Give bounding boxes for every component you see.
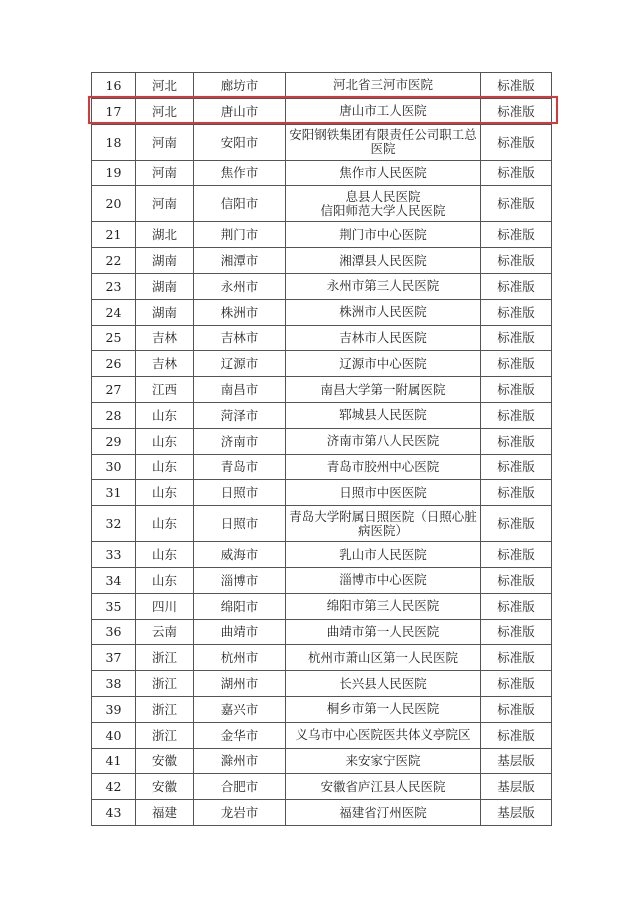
hospital-cell: 永州市第三人民医院 [286, 273, 481, 299]
row-number: 17 [92, 98, 136, 124]
row-number: 19 [92, 160, 136, 186]
table-row [92, 567, 552, 593]
row-number: 39 [92, 696, 136, 722]
hospital-cell: 辽源市中心医院 [286, 351, 481, 377]
province-cell: 山东 [136, 506, 194, 542]
hospital-cell: 日照市中医医院 [286, 480, 481, 506]
row-number: 33 [92, 542, 136, 568]
row-number: 22 [92, 248, 136, 274]
hospital-cell: 乳山市人民医院 [286, 542, 481, 568]
city-cell: 日照市 [194, 480, 286, 506]
edition-cell: 标准版 [481, 377, 552, 403]
table-row [92, 402, 552, 428]
table-row [92, 671, 552, 697]
province-cell: 安徽 [136, 748, 194, 774]
row-number: 43 [92, 800, 136, 826]
edition-cell: 标准版 [481, 619, 552, 645]
hospital-cell: 河北省三河市医院 [286, 73, 481, 99]
hospital-cell: 荆门市中心医院 [286, 222, 481, 248]
province-cell: 浙江 [136, 645, 194, 671]
province-cell: 浙江 [136, 722, 194, 748]
province-cell: 江西 [136, 377, 194, 403]
edition-cell: 标准版 [481, 351, 552, 377]
hospital-cell: 来安家宁医院 [286, 748, 481, 774]
province-cell: 山东 [136, 402, 194, 428]
table-row [92, 222, 552, 248]
city-cell: 安阳市 [194, 124, 286, 160]
table-row [92, 98, 552, 124]
table-row [92, 542, 552, 568]
city-cell: 曲靖市 [194, 619, 286, 645]
table-row [92, 377, 552, 403]
city-cell: 日照市 [194, 506, 286, 542]
row-number: 26 [92, 351, 136, 377]
edition-cell: 标准版 [481, 542, 552, 568]
edition-cell: 标准版 [481, 567, 552, 593]
hospital-cell: 义乌市中心医院医共体义亭院区 [286, 722, 481, 748]
hospital-cell: 吉林市人民医院 [286, 325, 481, 351]
province-cell: 河北 [136, 98, 194, 124]
edition-cell: 标准版 [481, 722, 552, 748]
city-cell: 金华市 [194, 722, 286, 748]
edition-cell: 标准版 [481, 186, 552, 222]
row-number: 34 [92, 567, 136, 593]
province-cell: 河南 [136, 160, 194, 186]
province-cell: 河南 [136, 124, 194, 160]
edition-cell: 标准版 [481, 273, 552, 299]
table-row [92, 186, 552, 222]
table-row [92, 248, 552, 274]
edition-cell: 标准版 [481, 671, 552, 697]
row-number: 23 [92, 273, 136, 299]
table-row [92, 800, 552, 826]
province-cell: 云南 [136, 619, 194, 645]
city-cell: 绵阳市 [194, 593, 286, 619]
row-number: 42 [92, 774, 136, 800]
row-number: 40 [92, 722, 136, 748]
province-cell: 湖南 [136, 273, 194, 299]
hospital-cell: 安徽省庐江县人民医院 [286, 774, 481, 800]
hospital-cell: 株洲市人民医院 [286, 299, 481, 325]
table-row [92, 645, 552, 671]
city-cell: 菏泽市 [194, 402, 286, 428]
hospital-cell: 唐山市工人医院 [286, 98, 481, 124]
city-cell: 荆门市 [194, 222, 286, 248]
row-number: 27 [92, 377, 136, 403]
row-number: 31 [92, 480, 136, 506]
table-row [92, 428, 552, 454]
city-cell: 青岛市 [194, 454, 286, 480]
province-cell: 浙江 [136, 671, 194, 697]
hospital-cell: 安阳钢铁集团有限责任公司职工总医院 [286, 124, 481, 160]
hospital-cell: 曲靖市第一人民医院 [286, 619, 481, 645]
table-row [92, 73, 552, 99]
city-cell: 济南市 [194, 428, 286, 454]
table-row [92, 748, 552, 774]
hospital-cell: 桐乡市第一人民医院 [286, 696, 481, 722]
city-cell: 焦作市 [194, 160, 286, 186]
edition-cell: 标准版 [481, 402, 552, 428]
table-row [92, 454, 552, 480]
row-number: 41 [92, 748, 136, 774]
row-number: 25 [92, 325, 136, 351]
table-row [92, 124, 552, 160]
city-cell: 湘潭市 [194, 248, 286, 274]
row-number: 30 [92, 454, 136, 480]
row-number: 35 [92, 593, 136, 619]
province-cell: 湖南 [136, 299, 194, 325]
city-cell: 嘉兴市 [194, 696, 286, 722]
edition-cell: 标准版 [481, 428, 552, 454]
edition-cell: 标准版 [481, 73, 552, 99]
city-cell: 滁州市 [194, 748, 286, 774]
table-row [92, 619, 552, 645]
table-row [92, 299, 552, 325]
edition-cell: 基层版 [481, 748, 552, 774]
table-row [92, 722, 552, 748]
city-cell: 龙岩市 [194, 800, 286, 826]
row-number: 21 [92, 222, 136, 248]
hospital-cell: 青岛大学附属日照医院（日照心脏病医院） [286, 506, 481, 542]
province-cell: 河南 [136, 186, 194, 222]
row-number: 32 [92, 506, 136, 542]
edition-cell: 标准版 [481, 98, 552, 124]
city-cell: 吉林市 [194, 325, 286, 351]
city-cell: 南昌市 [194, 377, 286, 403]
province-cell: 吉林 [136, 325, 194, 351]
edition-cell: 标准版 [481, 480, 552, 506]
hospital-cell: 湘潭县人民医院 [286, 248, 481, 274]
table-row [92, 593, 552, 619]
edition-cell: 标准版 [481, 506, 552, 542]
hospital-cell: 郓城县人民医院 [286, 402, 481, 428]
table-row [92, 160, 552, 186]
edition-cell: 基层版 [481, 774, 552, 800]
table-row [92, 351, 552, 377]
edition-cell: 标准版 [481, 454, 552, 480]
table-body [92, 73, 552, 826]
table-row [92, 506, 552, 542]
province-cell: 浙江 [136, 696, 194, 722]
row-number: 29 [92, 428, 136, 454]
edition-cell: 标准版 [481, 160, 552, 186]
city-cell: 廊坊市 [194, 73, 286, 99]
edition-cell: 标准版 [481, 124, 552, 160]
row-number: 38 [92, 671, 136, 697]
hospital-table [91, 72, 552, 826]
province-cell: 福建 [136, 800, 194, 826]
row-number: 20 [92, 186, 136, 222]
city-cell: 威海市 [194, 542, 286, 568]
row-number: 28 [92, 402, 136, 428]
edition-cell: 标准版 [481, 593, 552, 619]
city-cell: 永州市 [194, 273, 286, 299]
province-cell: 山东 [136, 428, 194, 454]
edition-cell: 标准版 [481, 248, 552, 274]
hospital-cell: 绵阳市第三人民医院 [286, 593, 481, 619]
edition-cell: 基层版 [481, 800, 552, 826]
province-cell: 四川 [136, 593, 194, 619]
province-cell: 山东 [136, 480, 194, 506]
city-cell: 辽源市 [194, 351, 286, 377]
edition-cell: 标准版 [481, 696, 552, 722]
table-row [92, 696, 552, 722]
hospital-cell: 济南市第八人民医院 [286, 428, 481, 454]
province-cell: 湖北 [136, 222, 194, 248]
hospital-cell: 长兴县人民医院 [286, 671, 481, 697]
table-row [92, 774, 552, 800]
hospital-cell: 青岛市胶州中心医院 [286, 454, 481, 480]
hospital-cell: 杭州市萧山区第一人民医院 [286, 645, 481, 671]
table-row [92, 325, 552, 351]
hospital-cell: 焦作市人民医院 [286, 160, 481, 186]
hospital-cell: 息县人民医院 信阳师范大学人民医院 [286, 186, 481, 222]
row-number: 24 [92, 299, 136, 325]
row-number: 18 [92, 124, 136, 160]
edition-cell: 标准版 [481, 222, 552, 248]
province-cell: 山东 [136, 454, 194, 480]
province-cell: 吉林 [136, 351, 194, 377]
province-cell: 湖南 [136, 248, 194, 274]
row-number: 16 [92, 73, 136, 99]
row-number: 37 [92, 645, 136, 671]
table-row [92, 480, 552, 506]
hospital-cell: 福建省汀州医院 [286, 800, 481, 826]
city-cell: 合肥市 [194, 774, 286, 800]
city-cell: 杭州市 [194, 645, 286, 671]
city-cell: 株洲市 [194, 299, 286, 325]
city-cell: 唐山市 [194, 98, 286, 124]
hospital-cell: 南昌大学第一附属医院 [286, 377, 481, 403]
edition-cell: 标准版 [481, 645, 552, 671]
row-number: 36 [92, 619, 136, 645]
province-cell: 山东 [136, 567, 194, 593]
city-cell: 信阳市 [194, 186, 286, 222]
edition-cell: 标准版 [481, 299, 552, 325]
table-row [92, 273, 552, 299]
province-cell: 山东 [136, 542, 194, 568]
city-cell: 湖州市 [194, 671, 286, 697]
edition-cell: 标准版 [481, 325, 552, 351]
province-cell: 河北 [136, 73, 194, 99]
province-cell: 安徽 [136, 774, 194, 800]
hospital-cell: 淄博市中心医院 [286, 567, 481, 593]
city-cell: 淄博市 [194, 567, 286, 593]
